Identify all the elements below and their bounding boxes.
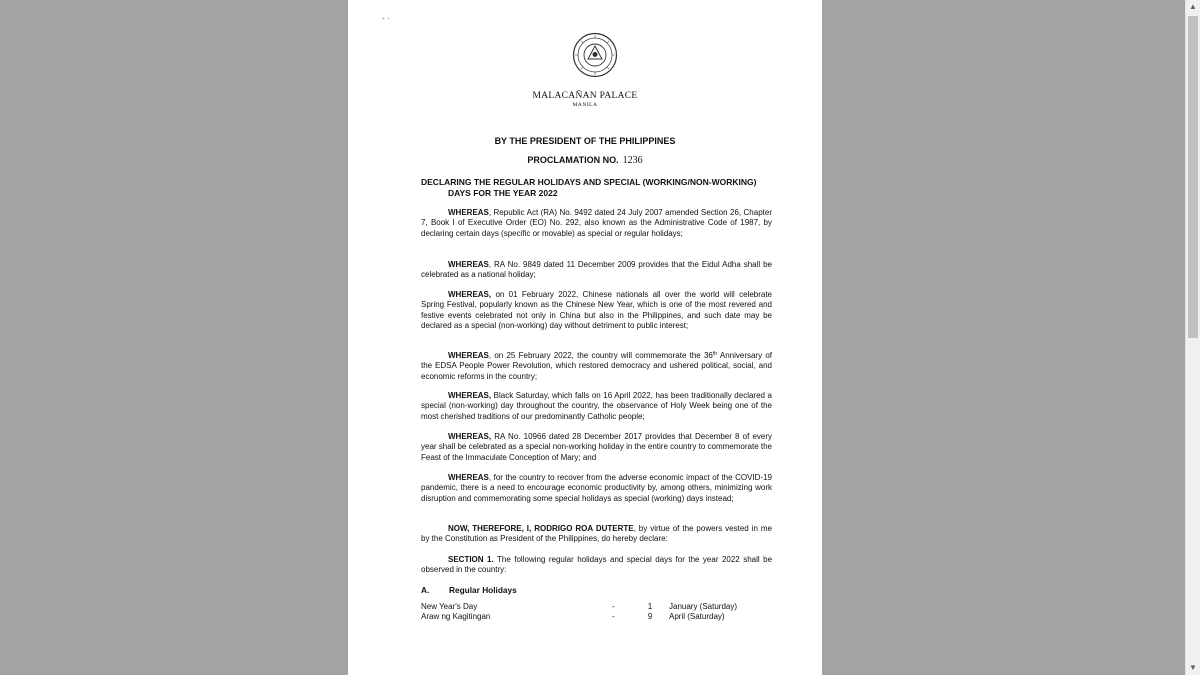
paragraph-text: , Republic Act (RA) No. 9492 dated 24 July 2007 amended Section 26, Chapter 7, Book I of Executive Order (EO) No. 292, also known as the Administrative Code of 1987, by declaring certain days (specific or movable) as special or regular holidays;: [421, 208, 772, 238]
proclamation-title-line-1: DECLARING THE REGULAR HOLIDAYS AND SPECIAL (WORKING/NON-WORKING): [421, 177, 757, 187]
whereas-paragraph: [421, 432, 772, 463]
declaration-paragraph: [421, 524, 772, 545]
letterhead-palace: MALACAÑAN PALACE: [532, 91, 638, 101]
section-paragraph: [421, 555, 772, 576]
paragraph-text: , for the country to recover from the adverse economic impact of the COVID-19 pandemic, there is a need to encourage economic productivity by, among others, minimizing work disruption and commemorating some special holidays as special (working) days instead;: [421, 473, 772, 503]
paragraph-text: on 01 February 2022, Chinese nationals all over the world will celebrate Spring Festival, popularly known as the Chinese New Year, which is one of the most revered and festive events celebrated not only in China but also in the Philippines, and such date may be declared as a special (non-working) day without detriment to public interest;: [421, 290, 772, 330]
proclamation-number: 1236: [622, 155, 643, 166]
scroll-up-icon[interactable]: ▲: [1189, 2, 1197, 11]
proclamation-label: PROCLAMATION NO.: [527, 155, 619, 165]
whereas-paragraph: [421, 351, 772, 382]
holiday-name: Araw ng Kagitingan: [421, 612, 491, 622]
holiday-day: 9: [647, 612, 653, 622]
holiday-dash: -: [612, 601, 615, 611]
paragraph-text: RA No. 10966 dated 28 December 2017 provides that December 8 of every year shall be celebrated as a special non-working holiday in the entire country to commemorate the Feast of the Immaculate Conception of Mary; and: [421, 432, 772, 462]
vertical-scrollbar[interactable]: [1185, 0, 1200, 675]
whereas-paragraph: [421, 260, 772, 281]
holiday-date: April (Saturday): [669, 612, 725, 622]
section-title: Regular Holidays: [449, 585, 517, 595]
holiday-day: 1: [647, 601, 653, 611]
paragraph-lead: SECTION 1.: [448, 555, 494, 564]
table-row: [421, 612, 737, 623]
paragraph-text: , RA No. 9849 dated 11 December 2009 provides that the Eidul Adha shall be celebrated as a national holiday;: [421, 260, 772, 280]
scroll-down-icon[interactable]: ▼: [1189, 663, 1197, 672]
whereas-paragraph: [421, 391, 772, 422]
table-row: [421, 601, 737, 612]
proclamation-title-line-2: DAYS FOR THE YEAR 2022: [448, 188, 558, 198]
paragraph-lead: WHEREAS: [448, 473, 489, 482]
paragraph-lead: NOW, THEREFORE, I, RODRIGO ROA DUTERTE: [448, 524, 634, 533]
holiday-date: January (Saturday): [669, 601, 738, 611]
paragraph-text: , by virtue of the powers vested in me by the Constitution as President of the Philippines, do hereby declare:: [421, 524, 772, 544]
presidential-seal-icon: [572, 32, 618, 78]
paragraph-text: , on 25 February 2022, the country will commemorate the 36: [488, 351, 713, 360]
holiday-table: [421, 601, 737, 622]
paragraph-lead: WHEREAS: [448, 351, 489, 360]
holiday-dash: -: [612, 612, 615, 622]
section-heading: [421, 585, 517, 595]
section-letter: A.: [421, 585, 430, 595]
ordinal-suffix: th: [712, 351, 718, 357]
paragraph-lead: WHEREAS,: [448, 391, 492, 400]
paragraph-text: Black Saturday, which falls on 16 April 2022, has been traditionally declared a special (non-working) day throughout the country, the observance of Holy Week being one of the most cherished traditions of our predominantly Catholic people;: [421, 391, 772, 421]
paragraph-text: Anniversary of the EDSA People Power Revolution, which restored democracy and ushered political, social, and economic reforms in the country;: [421, 351, 772, 381]
paragraph-lead: WHEREAS,: [448, 432, 492, 441]
holiday-name: New Year's Day: [421, 601, 478, 611]
paragraph-text: The following regular holidays and special days for the year 2022 shall be observed in the country:: [421, 555, 773, 575]
paragraph-lead: WHEREAS: [448, 260, 489, 269]
paragraph-lead: WHEREAS: [448, 208, 489, 217]
whereas-paragraph: [421, 208, 772, 239]
document-page: [348, 0, 822, 675]
paragraph-lead: WHEREAS,: [448, 290, 492, 299]
proclamation-heading: [348, 155, 822, 166]
scroll-thumb[interactable]: [1188, 16, 1198, 338]
scan-marks: - ·: [382, 14, 390, 23]
whereas-paragraph: [421, 473, 772, 504]
whereas-paragraph: [421, 290, 772, 331]
issuer-heading: BY THE PRESIDENT OF THE PHILIPPINES: [494, 136, 676, 146]
letterhead-city: MANILA: [572, 102, 598, 108]
